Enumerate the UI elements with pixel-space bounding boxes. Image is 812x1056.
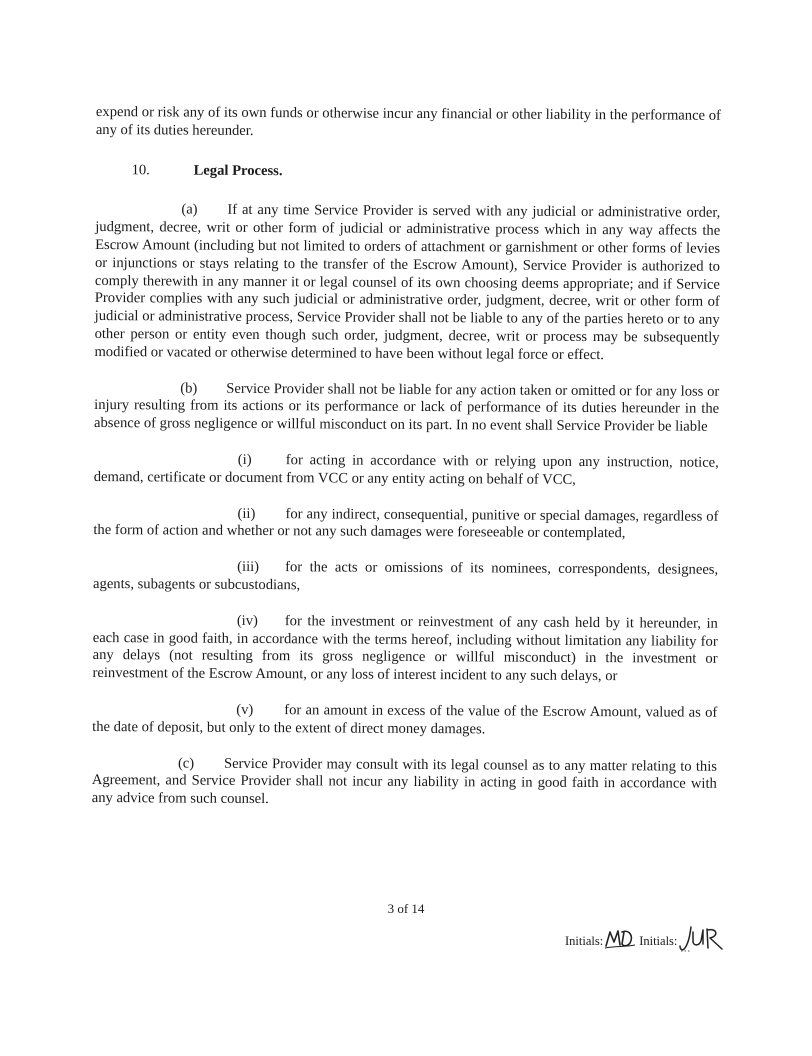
item-iv (92, 612, 717, 687)
initials-signature-2 (677, 924, 727, 960)
initials-label-2: Initials: (639, 934, 678, 949)
item-i (94, 451, 719, 490)
paragraph-b-label: (b) (180, 380, 198, 397)
paragraph-b-text: Service Provider shall not be liable for any action taken or omitted or for any loss or injury resulting from its actions or its performance or lack of performance of its duties hereunder in the absence of gross negligence or willful misconduct on its part. In no event shall Service Provider be liable (94, 380, 720, 435)
paragraph-a (94, 201, 720, 365)
paragraph-b (94, 380, 719, 437)
item-i-text: for acting in accordance with or relying upon any instruction, notice, demand, certificate or document from VCC or any entity acting on behalf of VCC, (93, 452, 719, 488)
item-v-text: for an amount in excess of the value of the Escrow Amount, valued as of the date of deposit, but only to the extent of direct money damages. (92, 702, 718, 738)
item-v (92, 701, 717, 740)
paragraph-c (92, 755, 717, 812)
item-ii-text: for any indirect, consequential, punitive or special damages, regardless of the form of action and whether or not any such damages were foreseeable or contemplated, (93, 505, 719, 542)
paragraph-c-text: Service Provider may consult with its legal counsel as to any matter relating to this Agreement, and Service Provider shall not incur any liability in acting in good faith in accordance with any advice from such counsel. (91, 755, 718, 808)
section-heading (96, 162, 721, 184)
paragraph-c-label: (c) (177, 755, 195, 772)
item-iii (93, 558, 718, 597)
section-number: 10. (131, 161, 150, 178)
item-v-label: (v) (236, 701, 254, 718)
intro-paragraph: expend or risk any of its own funds or otherwise incur any financial or other liability in the performance of any of its duties hereunder. (95, 104, 721, 139)
section-title: Legal Process. (193, 162, 283, 179)
document-page (92, 104, 721, 830)
item-ii-label: (ii) (237, 505, 256, 522)
paragraph-a-text: If at any time Service Provider is served with any judicial or administrative order, judgment, decree, writ or other form of judicial or administrative process which in any way affects the Escrow Amount (including but not limited to orders of attachment or garnishment or other forms of levies or injunctions or stays relating to the transfer of the Escrow Amount), Service Provider is authorized to comply therewith in any manner it or legal counsel of its own choosing deems appropriate; and if Service Provider complies with any such judicial or administrative order, judgment, decree, writ or other form of judicial or administrative process, Service Provider shall not be liable to any of the parties hereto or to any other person or entity even though such order, judgment, decree, writ or process may be subsequently modified or vacated or otherwise determined to have been without legal force or effect. (94, 202, 721, 363)
initials-signature-1 (603, 926, 637, 958)
item-ii (93, 505, 718, 544)
item-iii-label: (iii) (237, 559, 260, 576)
item-iv-text: for the investment or reinvestment of any cash held by it hereunder, in each case in good faith, in accordance with the terms hereof, including without limitation any liability for any delays (not resulting from its gross negligence or willful misconduct) in the investment or reinvestment of the Escrow Amount, or any loss of interest incident to any such delays, or (92, 612, 718, 685)
item-iv-label: (iv) (236, 612, 258, 629)
item-i-label: (i) (237, 451, 252, 468)
initials-block (565, 922, 765, 962)
initials-label-1: Initials: (565, 934, 604, 949)
page-number: 3 of 14 (387, 901, 425, 916)
item-iii-text: for the acts or omissions of its nominees, correspondents, designees, agents, subagents or subcustodians, (93, 559, 719, 594)
paragraph-a-label: (a) (181, 201, 198, 219)
